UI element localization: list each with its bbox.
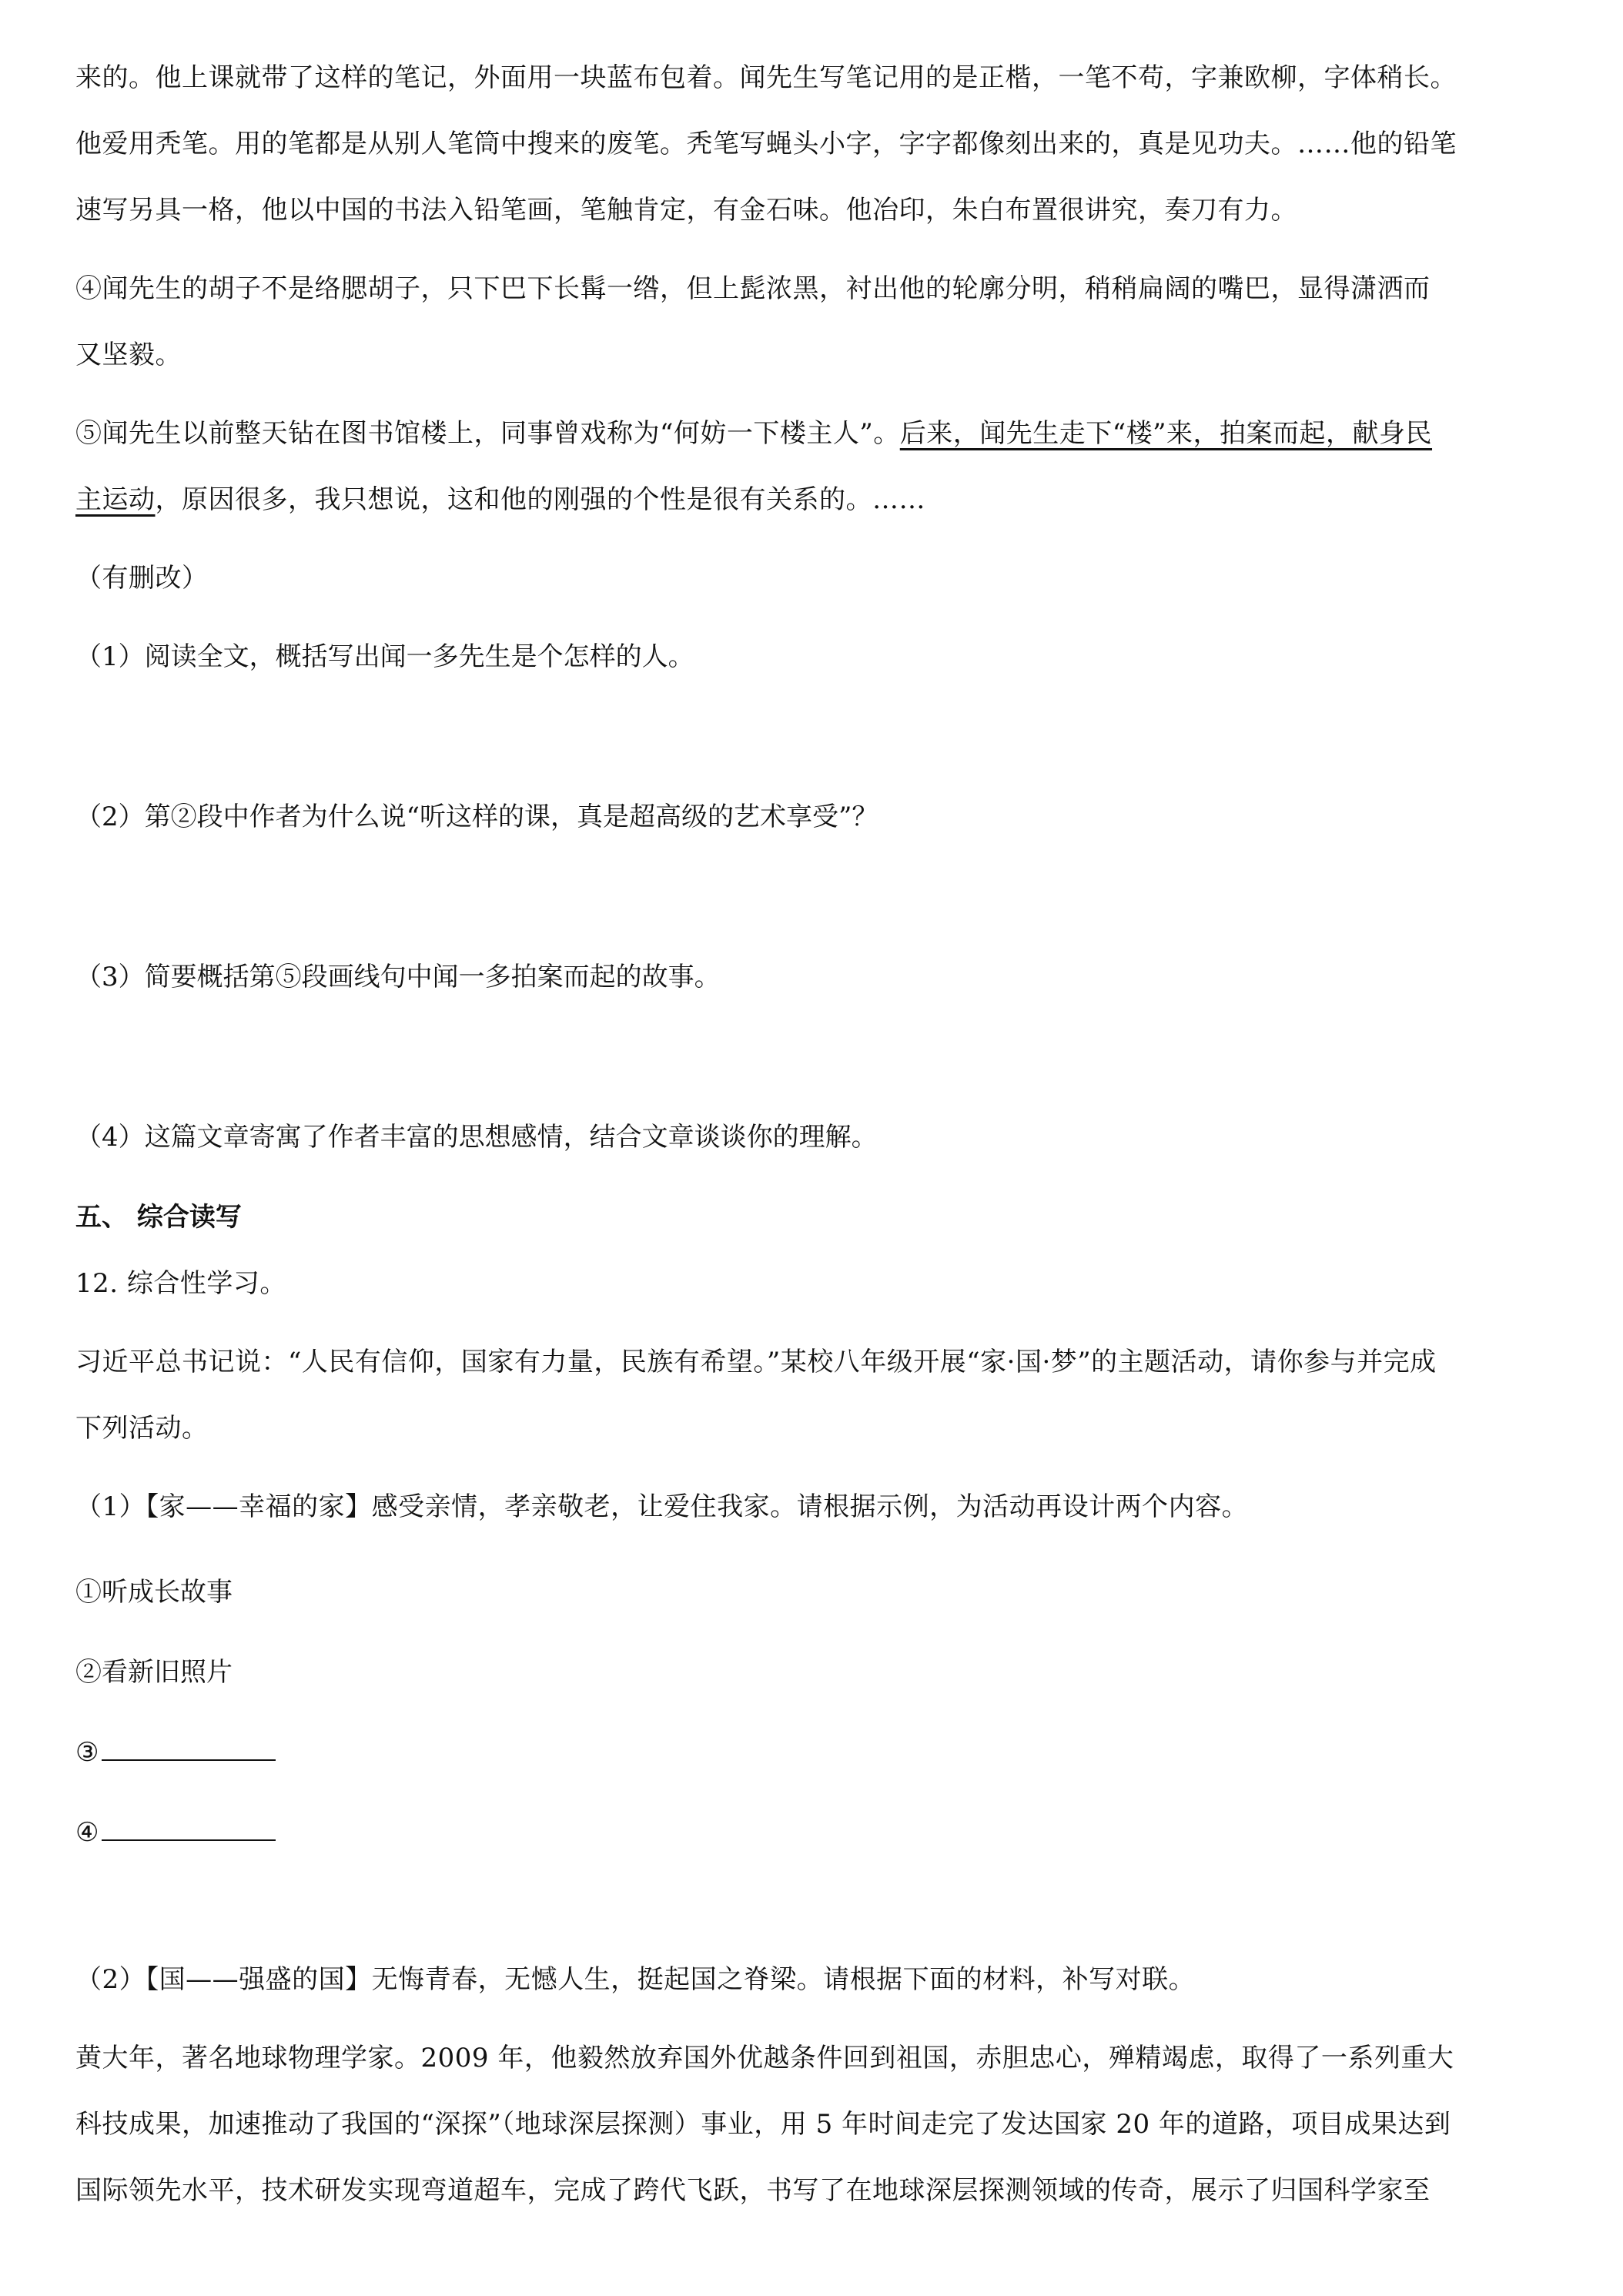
- sub-question-1: （1）【家——幸福的家】感受亲情，孝亲敬老，让爱住我家。请根据示例，为活动再设计两个内容。: [75, 1491, 1249, 1522]
- item-3-number: ③: [75, 1737, 99, 1768]
- intro-line-1: 习近平总书记说：“人民有信仰，国家有力量，民族有希望。”某校八年级开展“家·国·梦”的主题活动，请你参与并完成: [75, 1347, 1437, 1377]
- material-line-3: 国际领先水平，技术研发实现弯道超车，完成了跨代飞跃，书写了在地球深层探测领域的传奇，展示了归国科学家至: [75, 2175, 1431, 2206]
- paragraph-5-line-1: [75, 400, 1548, 467]
- question-4: （4）这篇文章寄寓了作者丰富的思想感情，结合文章谈谈你的理解。: [75, 1122, 878, 1153]
- underlined-sentence-end: 主运动: [75, 484, 156, 515]
- intro-line-2: 下列活动。: [75, 1413, 209, 1444]
- paragraph-5-text-end: ，原因很多，我只想说，这和他的刚强的个性是很有关系的。……: [155, 484, 925, 515]
- answer-space: [75, 1873, 1548, 1946]
- material-line-1: 黄大年，著名地球物理学家。2009 年，他毅然放弃国外优越条件回到祖国，赤胆忠心，殚精竭虑，取得了一系列重大: [75, 2043, 1454, 2073]
- answer-space: [75, 690, 1548, 784]
- question-1: （1）阅读全文，概括写出闻一多先生是个怎样的人。: [75, 641, 694, 672]
- fill-blank-3[interactable]: [102, 1736, 276, 1761]
- sub-question-2: （2）【国——强盛的国】无悔青春，无憾人生，挺起国之脊梁。请根据下面的材料，补写对联。: [75, 1964, 1196, 1995]
- activity-item-3: [75, 1712, 1548, 1792]
- paragraph-4-line-2: 又坚毅。: [75, 340, 182, 370]
- answer-space: [75, 850, 1548, 944]
- fill-blank-4[interactable]: [102, 1816, 276, 1841]
- paragraph-5-text: ⑤闻先生以前整天钻在图书馆楼上，同事曾戏称为“何妨一下楼主人”。: [75, 418, 900, 449]
- paragraph-5-line-2: [75, 467, 1548, 533]
- answer-space: [75, 1010, 1548, 1104]
- item-4-number: ④: [75, 1817, 99, 1848]
- activity-item-1: ①听成长故事: [75, 1577, 233, 1608]
- revision-note: （有删改）: [75, 563, 209, 594]
- paragraph-3-line-3: 速写另具一格，他以中国的书法入铅笔画，笔触肯定，有金石味。他冶印，朱白布置很讲究，奏刀有力。: [75, 195, 1297, 226]
- question-3: （3）简要概括第⑤段画线句中闻一多拍案而起的故事。: [75, 962, 721, 992]
- activity-item-2: ②看新旧照片: [75, 1657, 233, 1688]
- section-heading: 五、 综合读写: [75, 1202, 242, 1233]
- question-2: （2）第②段中作者为什么说“听这样的课，真是超高级的艺术享受”？: [75, 802, 878, 832]
- underlined-sentence: 后来，闻先生走下“楼”来，拍案而起，献身民: [899, 418, 1433, 449]
- paragraph-3-line-2: 他爱用秃笔。用的笔都是从别人笔筒中搜来的废笔。秃笔写蝇头小字，字字都像刻出来的，真是见功夫。……他的铅笔: [75, 129, 1457, 159]
- question-12-title: 12. 综合性学习。: [75, 1268, 286, 1299]
- document-page: [75, 45, 1548, 2224]
- paragraph-3-line-1: 来的。他上课就带了这样的笔记，外面用一块蓝布包着。闻先生写笔记用的是正楷，一笔不苟，字兼欧柳，字体稍长。: [75, 62, 1457, 93]
- material-line-2: 科技成果，加速推动了我国的“深探”（地球深层探测）事业，用 5 年时间走完了发达国家 20 年的道路，项目成果达到: [75, 2109, 1451, 2140]
- paragraph-4-line-1: ④闻先生的胡子不是络腮胡子，只下巴下长髯一绺，但上髭浓黑，衬出他的轮廓分明，稍稍扁阔的嘴巴，显得潇洒而: [75, 273, 1431, 304]
- activity-item-4: [75, 1792, 1548, 1873]
